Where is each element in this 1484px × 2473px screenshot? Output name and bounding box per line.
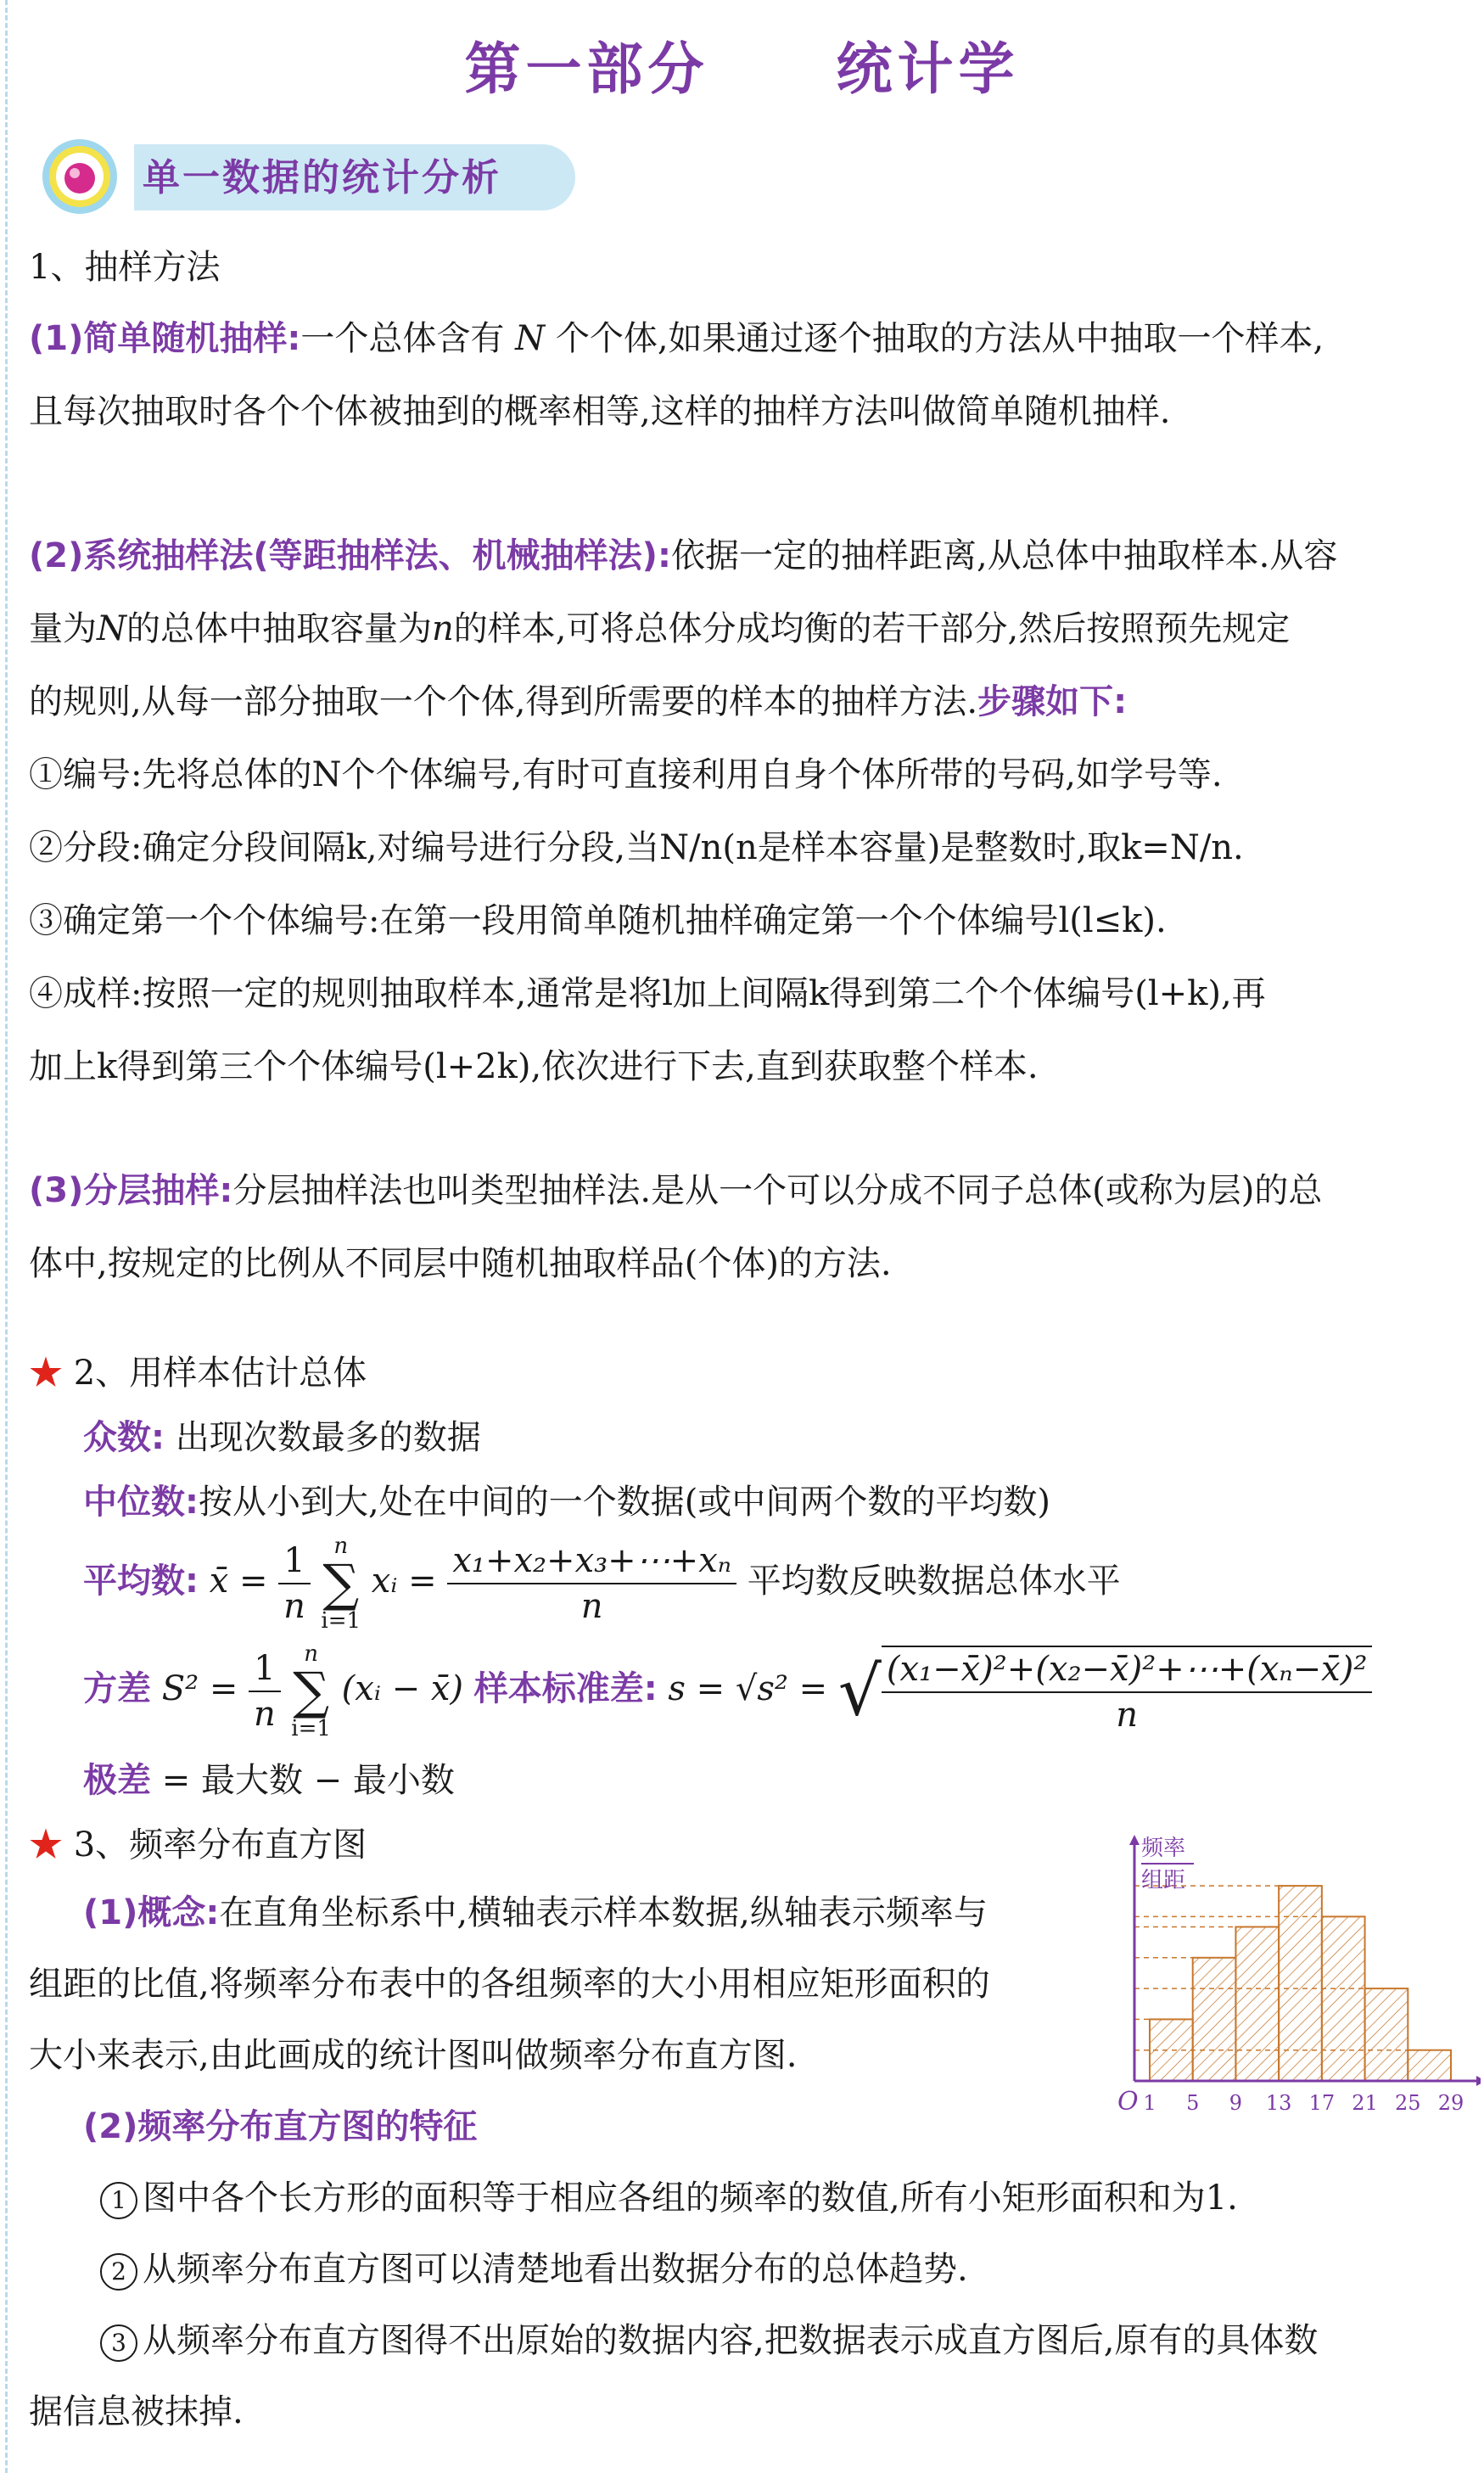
variance-formula bbox=[29, 1642, 1484, 1741]
x-tick-label: 9 bbox=[1229, 2091, 1243, 2115]
mean-lhs: x̄ = bbox=[209, 1562, 268, 1601]
page-edge-dashed-border bbox=[5, 0, 8, 2473]
systematic-l3: 的规则,从每一部分抽取一个个体,得到所需要的样本的抽样方法. bbox=[29, 682, 978, 721]
range-label: 极差 bbox=[83, 1761, 151, 1800]
mean-label: 平均数: bbox=[83, 1562, 199, 1601]
mean-note: 平均数反映数据总体水平 bbox=[747, 1562, 1121, 1601]
step-4a: ④成样:按照一定的规则抽取样本,通常是将l加上间隔k得到第二个个体编号(l+k),再 bbox=[29, 974, 1266, 1013]
systematic-l2c: 的样本,可将总体分成均衡的若干部分,然后按照预先规定 bbox=[453, 609, 1291, 648]
mode-row bbox=[29, 1405, 1484, 1470]
histogram-ticks bbox=[1143, 2091, 1464, 2115]
step-2: ②分段:确定分段间隔k,对编号进行分段,当N/n(n是样本容量)是整数时,取k=N/n. bbox=[29, 828, 1244, 867]
histogram-chart bbox=[1116, 1825, 1481, 2139]
var-N: N bbox=[515, 319, 546, 358]
mode-text: 出现次数最多的数据 bbox=[175, 1418, 481, 1457]
x-tick-label: 29 bbox=[1437, 2091, 1464, 2115]
ylabel-bottom: 组距 bbox=[1141, 1868, 1186, 1893]
mean-coef: $\frac{1}{n}$ bbox=[278, 1539, 310, 1629]
feature-3b: 据信息被抹掉. bbox=[29, 2392, 244, 2431]
var-N-2: N bbox=[97, 609, 126, 648]
s1-heading bbox=[29, 231, 1459, 304]
star-icon-2: ★ bbox=[29, 1825, 63, 1865]
histogram-bar bbox=[1365, 1988, 1408, 2081]
systematic-label: (2)系统抽样法(等距抽样法、机械抽样法): bbox=[29, 536, 671, 575]
x-tick-label: 13 bbox=[1265, 2091, 1292, 2115]
variance-sum-sign: n ∑ i=1 bbox=[291, 1641, 331, 1741]
feature-1-text: 图中各个长方形的面积等于相应各组的频率的数值,所有小矩形面积和为1. bbox=[143, 2179, 1238, 2218]
feature-3 bbox=[29, 2305, 1459, 2448]
mode-label: 众数: bbox=[83, 1418, 165, 1457]
feature-1 bbox=[29, 2162, 1484, 2234]
simple-l1b: 个个体,如果通过逐个抽取的方法从中抽取一个样本, bbox=[555, 319, 1324, 358]
section-badge bbox=[32, 126, 643, 227]
variance-body: (xᵢ − x̄) bbox=[341, 1669, 463, 1708]
s2-heading-text: 2、用样本估计总体 bbox=[73, 1354, 367, 1393]
x-tick-label: 25 bbox=[1395, 2091, 1421, 2115]
stratified-l2: 体中,按规定的比例从不同层中随机抽取样品(个体)的方法. bbox=[29, 1244, 892, 1283]
histogram-bar bbox=[1322, 1916, 1365, 2081]
histogram-bar bbox=[1408, 2050, 1451, 2081]
ylabel-top: 频率 bbox=[1141, 1836, 1186, 1861]
simple-sampling bbox=[29, 302, 1459, 448]
histogram-bar bbox=[1150, 2019, 1193, 2081]
step-1: ①编号:先将总体的N个个体编号,有时可直接利用自身个体所带的号码,如学号等. bbox=[29, 755, 1223, 794]
bullseye-icon bbox=[39, 136, 120, 217]
title-subject: 统计学 bbox=[836, 36, 1020, 102]
stratified-sampling bbox=[29, 1154, 1459, 1300]
range-row bbox=[29, 1748, 1484, 1813]
concept-l2: 组距的比值,将频率分布表中的各组频率的大小用相应矩形面积的 bbox=[29, 1965, 990, 2004]
systematic-l1: 依据一定的抽样距离,从总体中抽取样本.从容 bbox=[670, 536, 1338, 575]
variance-lhs: S² = bbox=[161, 1669, 238, 1708]
mean-xi: xᵢ = bbox=[371, 1562, 437, 1601]
median-label: 中位数: bbox=[83, 1483, 199, 1522]
histogram-bar bbox=[1279, 1886, 1322, 2081]
simple-label: (1)简单随机抽样: bbox=[29, 319, 301, 358]
median-text: 按从小到大,处在中间的一个数据(或中间两个数的平均数) bbox=[199, 1483, 1050, 1522]
variance-coef: $\frac{1}{n}$ bbox=[249, 1646, 280, 1736]
origin-label: O bbox=[1117, 2087, 1139, 2117]
x-tick-label: 5 bbox=[1186, 2091, 1200, 2115]
sqrt-icon: √ bbox=[837, 1651, 882, 1731]
simple-l2: 且每次抽取时各个个体被抽到的概率相等,这样的抽样方法叫做简单随机抽样. bbox=[29, 392, 1171, 431]
star-icon: ★ bbox=[29, 1354, 63, 1393]
histogram-bar bbox=[1235, 1927, 1279, 2082]
systematic-l2b: 的总体中抽取容量为 bbox=[126, 609, 432, 648]
mean-fraction: $\frac{\text{x₁+x₂+x₃+⋯+xₙ}}{n}$ bbox=[447, 1539, 736, 1629]
feature-2 bbox=[29, 2234, 1484, 2305]
stratified-label: (3)分层抽样: bbox=[29, 1171, 233, 1210]
systematic-l2a: 量为 bbox=[29, 609, 97, 648]
x-tick-label: 21 bbox=[1352, 2091, 1378, 2115]
steps-label: 步骤如下: bbox=[977, 682, 1128, 721]
systematic-sampling bbox=[29, 519, 1459, 1103]
histogram-bars bbox=[1150, 1886, 1451, 2081]
mean-formula bbox=[29, 1534, 1484, 1633]
simple-l1: 一个总体含有 bbox=[300, 319, 505, 358]
histogram-concept bbox=[29, 1877, 1115, 2091]
concept-l3: 大小来表示,由此画成的统计图叫做频率分布直方图. bbox=[29, 2036, 798, 2075]
sd-lhs: s = √s² = bbox=[668, 1669, 828, 1708]
s3-heading-text: 3、频率分布直方图 bbox=[73, 1825, 367, 1865]
histogram-bar bbox=[1193, 1958, 1236, 2081]
badge-text: 单一数据的统计分析 bbox=[143, 156, 501, 199]
circle-number-3: 3 bbox=[100, 2324, 137, 2362]
s1-heading-text: 1、抽样方法 bbox=[29, 248, 221, 287]
concept-label: (1)概念: bbox=[83, 1893, 220, 1932]
step-4b: 加上k得到第三个个体编号(l+2k),依次进行下去,直到获取整个样本. bbox=[29, 1047, 1039, 1086]
s2-heading bbox=[29, 1341, 1459, 1405]
median-row bbox=[29, 1470, 1484, 1534]
step-3: ③确定第一个个体编号:在第一段用简单随机抽样确定第一个个体编号l(l≤k). bbox=[29, 901, 1167, 940]
circle-number-1: 1 bbox=[100, 2182, 137, 2219]
x-tick-label: 1 bbox=[1143, 2091, 1156, 2115]
sd-fraction: $\frac{\text{(x₁−x̄)²+(x₂−x̄)²+⋯+(xₙ−x̄)²}}{n}$ bbox=[882, 1646, 1372, 1737]
x-axis-arrow bbox=[1476, 2076, 1481, 2086]
concept-l1: 在直角坐标系中,横轴表示样本数据,纵轴表示频率与 bbox=[219, 1893, 988, 1932]
feature-3a: 从频率分布直方图得不出原始的数据内容,把数据表示成直方图后,原有的具体数 bbox=[143, 2321, 1319, 2360]
circle-number-2: 2 bbox=[100, 2253, 137, 2291]
feature-2-text: 从频率分布直方图可以清楚地看出数据分布的总体趋势. bbox=[143, 2250, 968, 2289]
x-tick-label: 17 bbox=[1308, 2091, 1336, 2115]
features-label: (2)频率分布直方图的特征 bbox=[83, 2107, 478, 2146]
title-part: 第一部分 bbox=[464, 36, 709, 102]
y-axis-arrow bbox=[1129, 1835, 1140, 1845]
page-title bbox=[0, 24, 1484, 104]
stratified-l1: 分层抽样法也叫类型抽样法.是从一个可以分成不同子总体(或称为层)的总 bbox=[232, 1171, 1323, 1210]
sum-sign: n ∑ i=1 bbox=[321, 1534, 361, 1634]
sd-label: 样本标准差: bbox=[473, 1669, 658, 1708]
var-n: n bbox=[432, 609, 454, 648]
variance-label: 方差 bbox=[83, 1669, 151, 1708]
range-text: = 最大数 − 最小数 bbox=[161, 1761, 455, 1800]
